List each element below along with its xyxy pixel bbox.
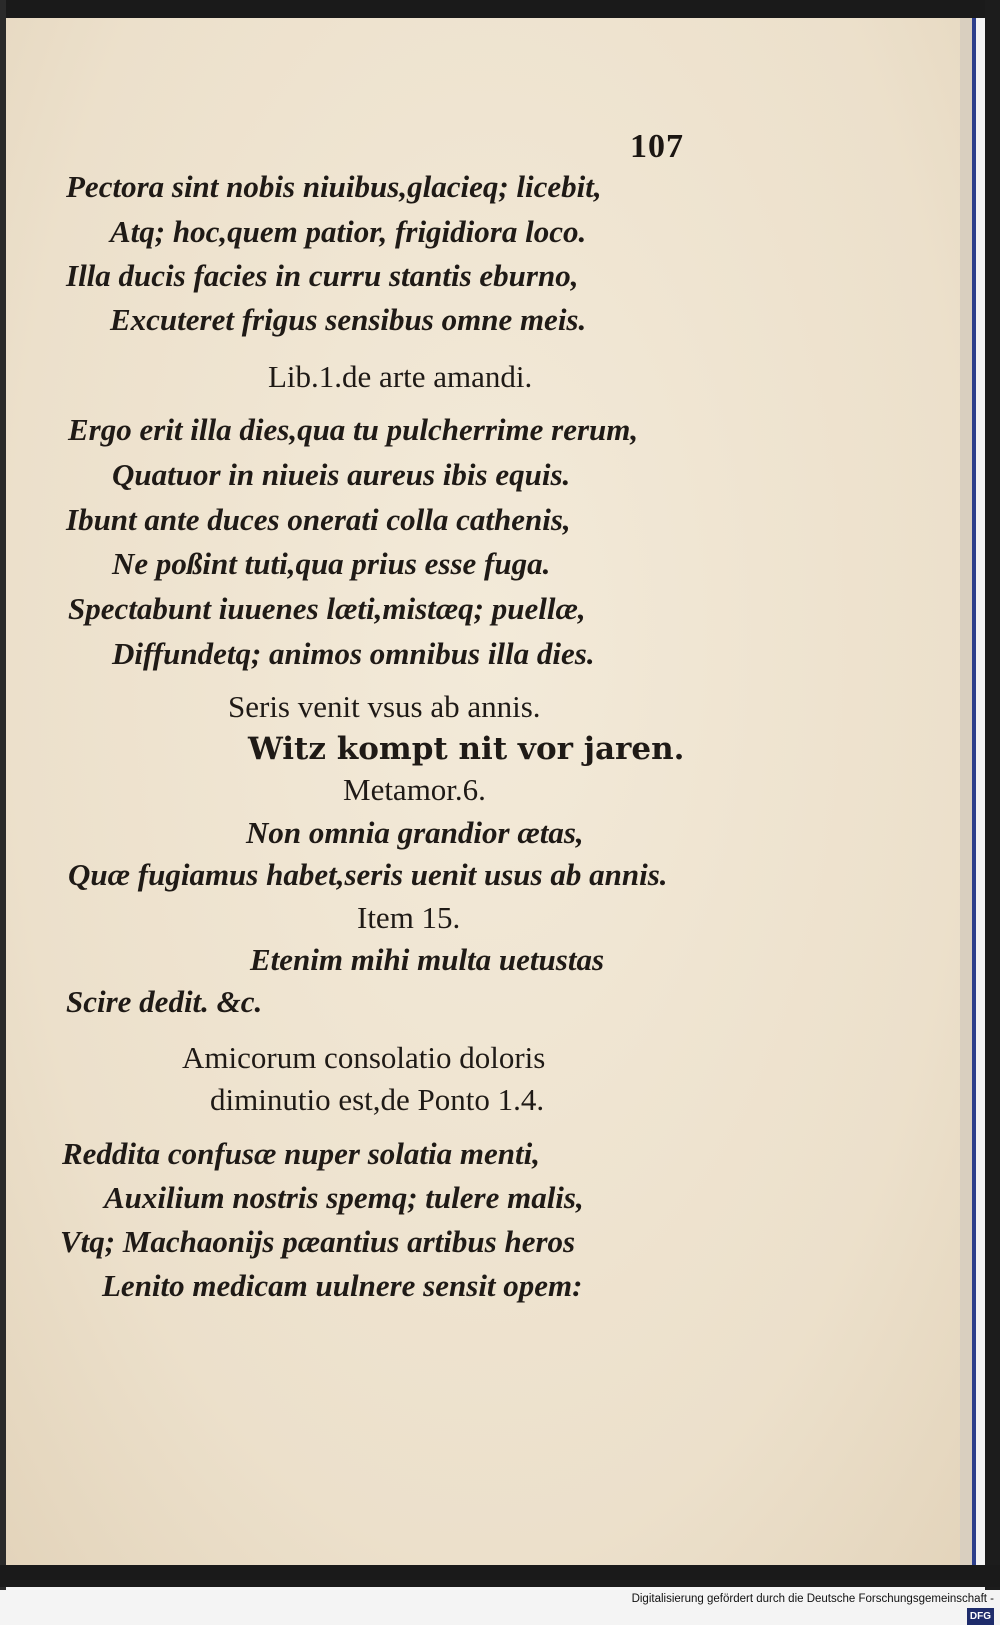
verse-line: Auxilium nostris spemq; tulere malis, (104, 1180, 584, 1215)
page-number: 107 (630, 128, 684, 165)
verse-line: Spectabunt iuuenes læti,mistæq; puellæ, (68, 591, 586, 626)
verse-line: Excuteret frigus sensibus omne meis. (110, 302, 587, 337)
verse-line: Ne poßint tuti,qua prius esse fuga. (112, 546, 551, 581)
proverb-german: Witz kompt nit vor jaren. (248, 731, 685, 767)
verse-line: Non omnia grandior ætas, (246, 815, 584, 850)
digitization-credit (604, 1591, 994, 1622)
source-heading: Item 15. (357, 900, 461, 935)
verse-line: Etenim mihi multa uetustas (250, 942, 605, 977)
verse-line: Reddita confusæ nuper solatia menti, (62, 1136, 540, 1171)
scan-top-border (0, 0, 1000, 18)
source-heading: Metamor.6. (343, 772, 486, 807)
verse-line: Scire dedit. &c. (66, 984, 263, 1019)
verse-line: Diffundetq; animos omnibus illa dies. (112, 636, 595, 671)
verse-line: Atq; hoc,quem patior, frigidiora loco. (110, 214, 587, 249)
credit-text: Digitalisierung gefördert durch die Deutsche Forschungsgemeinschaft - (631, 1593, 994, 1605)
verse-line: Pectora sint nobis niuibus,glacieq; licebit, (66, 169, 602, 204)
verse-line: Ergo erit illa dies,qua tu pulcherrime rerum, (68, 412, 639, 447)
verse-line: Vtq; Machaonijs pæantius artibus heros (60, 1224, 576, 1259)
verse-line: Ibunt ante duces onerati colla cathenis, (66, 502, 571, 537)
scan-bottom-border (0, 1565, 1000, 1587)
scan-right-border (985, 0, 1000, 1590)
verse-line: Quatuor in niueis aureus ibis equis. (112, 457, 571, 492)
proverb-heading: Seris venit vsus ab annis. (228, 689, 541, 724)
verse-line: Illa ducis facies in curru stantis eburno, (66, 258, 579, 293)
section-heading: diminutio est,de Ponto 1.4. (210, 1082, 545, 1117)
section-heading: Amicorum consolatio doloris (182, 1040, 546, 1075)
verse-line: Quæ fugiamus habet,seris uenit usus ab annis. (68, 857, 668, 892)
section-heading: Lib.1.de arte amandi. (268, 359, 533, 394)
dfg-logo: DFG (967, 1608, 994, 1625)
verse-line: Lenito medicam uulnere sensit opem: (102, 1268, 583, 1303)
scan-color-bar (972, 18, 976, 1565)
